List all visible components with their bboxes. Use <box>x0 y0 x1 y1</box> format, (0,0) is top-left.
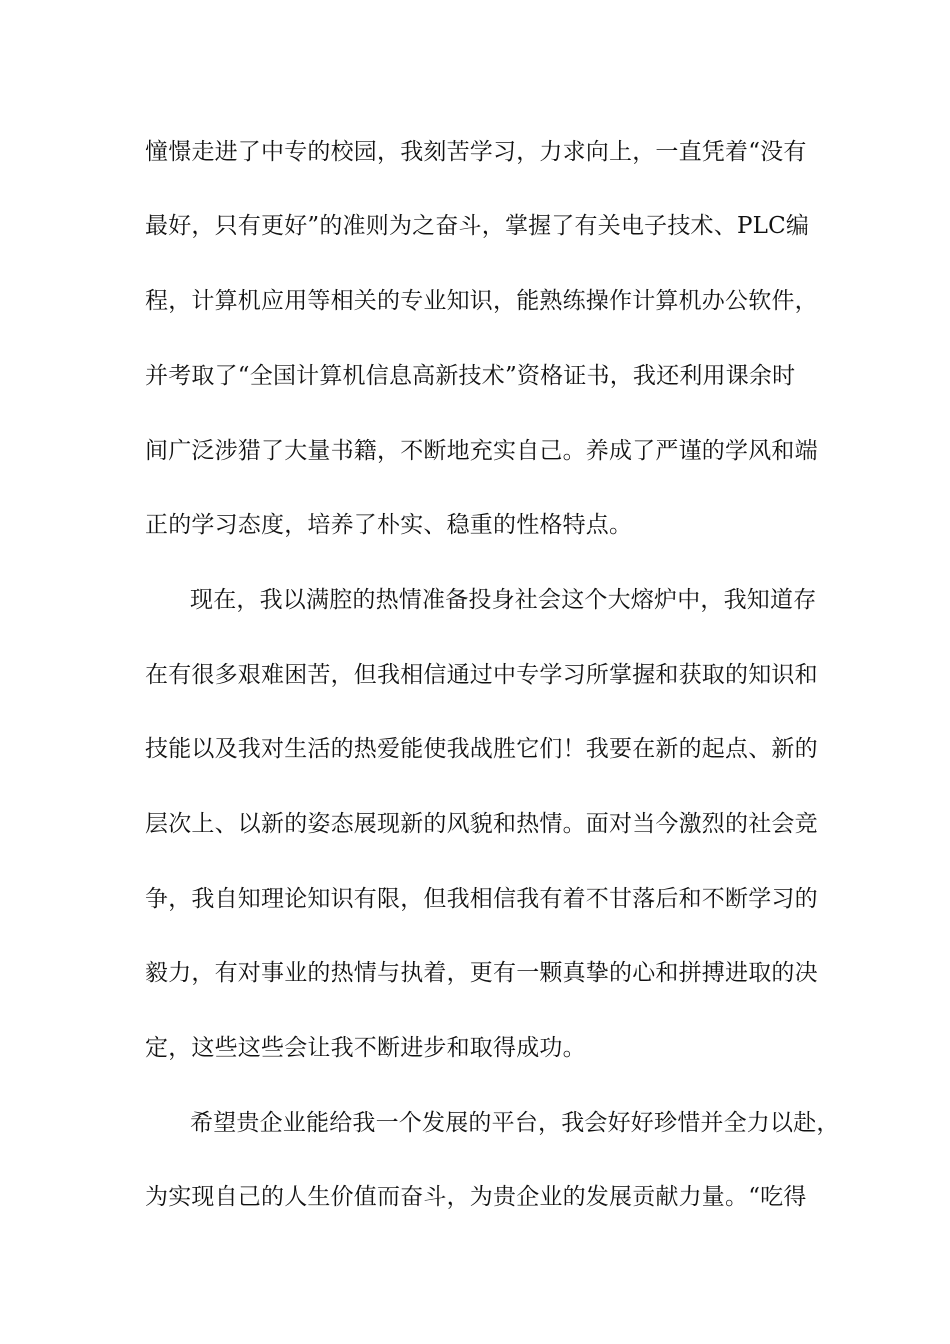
text-line: 间广泛涉猎了大量书籍，不断地充实自己。养成了严谨的学风和端 <box>145 438 818 464</box>
text-line: 技能以及我对生活的热爱能使我战胜它们！我要在新的起点、新的 <box>145 736 818 762</box>
text-line: 最好，只有更好”的准则为之奋斗，掌握了有关电子技术、PLC编 <box>145 213 810 239</box>
paragraph-first-line: 现在，我以满腔的热情准备投身社会这个大熔炉中，我知道存 <box>190 587 817 613</box>
text-line: 并考取了“全国计算机信息高新技术”资格证书，我还利用课余时 <box>145 363 796 389</box>
text-line: 憧憬走进了中专的校园，我刻苦学习，力求向上，一直凭着“没有 <box>145 139 807 165</box>
text-line: 毅力，有对事业的热情与执着，更有一颗真挚的心和拼搏进取的决 <box>145 960 818 986</box>
text-line: 定，这些这些会让我不断进步和取得成功。 <box>145 1035 586 1061</box>
text-line: 程，计算机应用等相关的专业知识，能熟练操作计算机办公软件， <box>145 288 818 314</box>
paragraph-first-line: 希望贵企业能给我一个发展的平台，我会好好珍惜并全力以赴， <box>190 1110 840 1136</box>
text-line: 层次上、以新的姿态展现新的风貌和热情。面对当今激烈的社会竞 <box>145 811 818 837</box>
text-line: 为实现自己的人生价值而奋斗，为贵企业的发展贡献力量。“吃得 <box>145 1184 807 1210</box>
text-line: 正的学习态度，培养了朴实、稳重的性格特点。 <box>145 512 633 538</box>
text-line: 在有很多艰难困苦，但我相信通过中专学习所掌握和获取的知识和 <box>145 662 818 688</box>
text-line: 争，我自知理论知识有限，但我相信我有着不甘落后和不断学习的 <box>145 886 818 912</box>
